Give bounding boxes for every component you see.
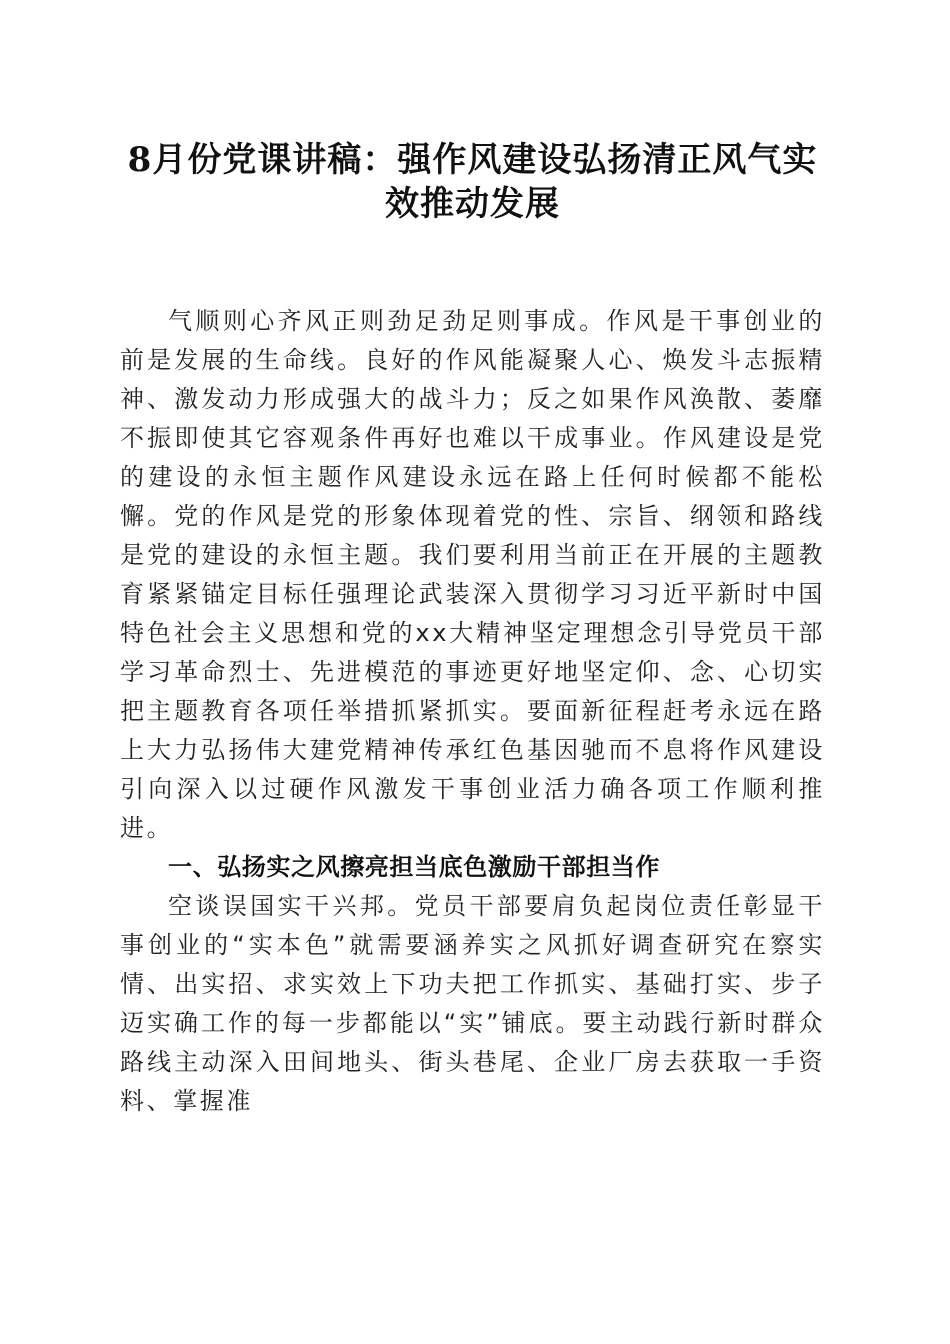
- document-title: 8月份党课讲稿：强作风建设弘扬清正风气实效推动发展: [127, 140, 818, 224]
- body-paragraph-intro: 气顺则心齐风正则劲足劲足则事成。作风是干事创业的前是发展的生命线。良好的作风能凝聚人心、焕发斗志振精神、激发动力形成强大的战斗力；反之如果作风涣散、萎靡不振即使其它容观条件再好也难以干成事业。作风建设是党的建设的永恒主题作风建设永远在路上任何时候都不能松懈。党的作风是党的形象体现着党的性、宗旨、纲领和路线是党的建设的永恒主题。我们要利用当前正在开展的主题教育紧紧锚定目标任强理论武装深入贯彻学习习近平新时中国特色社会主义思想和党的xx大精神坚定理想念引导党员干部学习革命烈士、先进模范的事迹更好地坚定仰、念、心切实把主题教育各项任举措抓紧抓实。要面新征程赶考永远在路上大力弘扬伟大建党精神传承红色基因驰而不息将作风建设引向深入以过硬作风激发干事创业活力确各项工作顺利推进。: [120, 307, 825, 842]
- body-paragraph-section-1: 空谈误国实干兴邦。党员干部要肩负起岗位责任彰显干事创业的“实本色”就需要涵养实之风抓好调查研究在察实情、出实招、求实效上下功夫把工作抓实、基础打实、步子迈实确工作的每一步都能以“实”铺底。要主动践行新时群众路线主动深入田间地头、街头巷尾、企业厂房去获取一手资料、掌握准: [120, 892, 825, 1115]
- document-content: [120, 138, 825, 1121]
- document-body: [120, 302, 825, 1121]
- section-heading-1: 一、弘扬实之风擦亮担当底色激励干部担当作: [168, 853, 660, 881]
